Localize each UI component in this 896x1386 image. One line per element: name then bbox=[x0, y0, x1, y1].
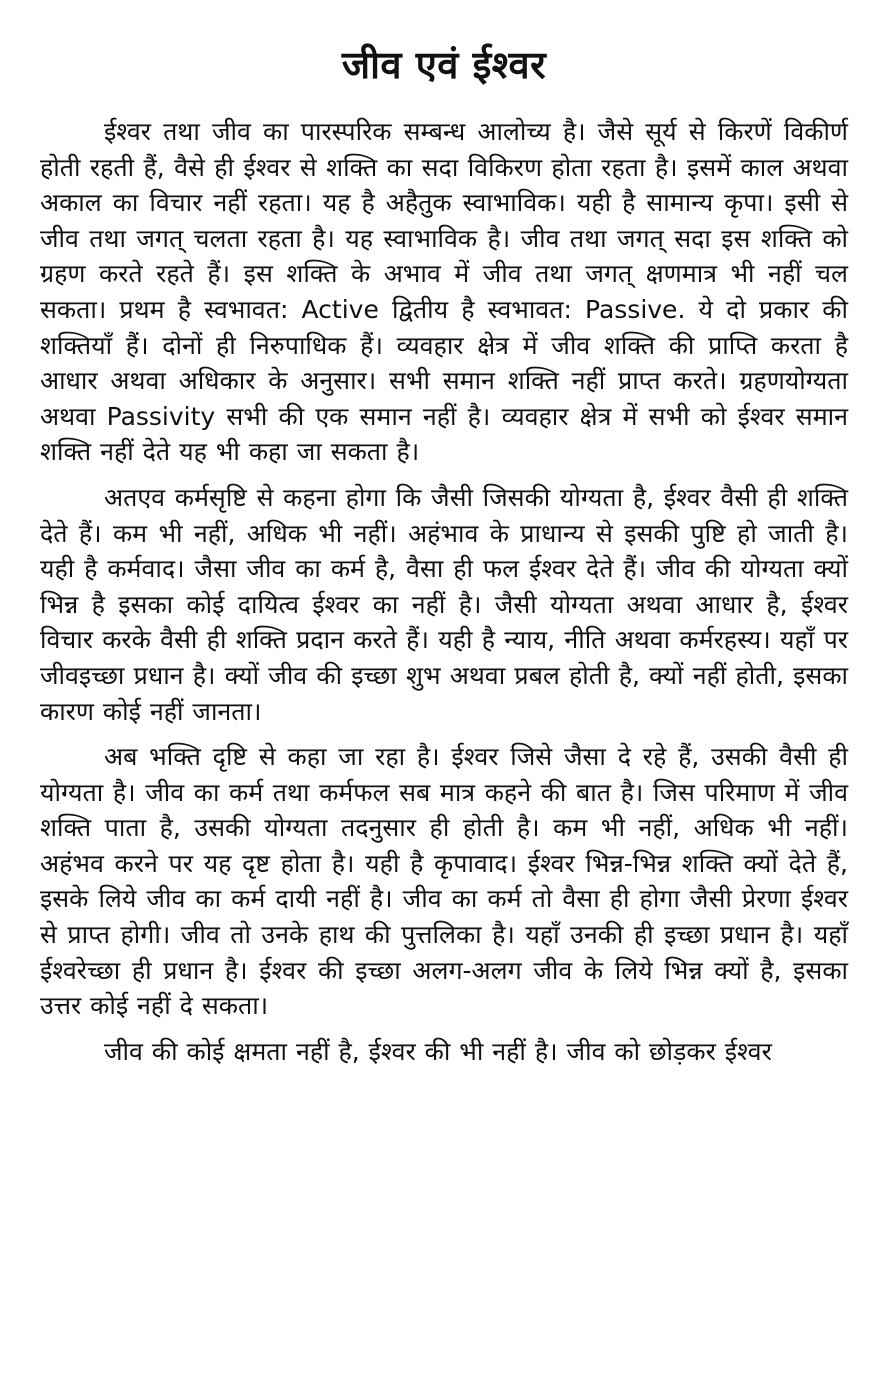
paragraph-4: जीव की कोई क्षमता नहीं है, ईश्वर की भी नहीं है। जीव को छोड़कर ईश्वर bbox=[104, 1036, 772, 1066]
paragraph-3: अब भक्ति दृष्टि से कहा जा रहा है। ईश्वर जिसे जैसा दे रहे हैं, उसकी वैसी ही योग्यता है। जीव का कर्म तथा कर्मफल सब मात्र कहने की बात है। जिस परिमाण में जीव शक्ति पाता है, उसकी योग्यता तदनुसार ही होती है। कम भी नहीं, अधिक भी नहीं। अहंभव करने पर यह दृष्ट होता है। यही है कृपावाद। ईश्वर भिन्न-भिन्न शक्ति क्यों देते हैं, इसके लिये जीव का कर्म दायी नहीं है। जीव का कर्म तो वैसा ही होगा जैसी प्रेरणा ईश्वर से प्राप्त होगी। जीव तो उनके हाथ की पुत्तलिका है। यहाँ उनकी ही इच्छा प्रधान है। यहाँ ईश्वरेच्छा ही प्रधान है। ईश्वर की इच्छा अलग-अलग जीव के लिये भिन्न क्यों है, इसका उत्तर कोई नहीं दे सकता। bbox=[40, 742, 848, 1021]
paragraph-1: ईश्वर तथा जीव का पारस्परिक सम्बन्ध आलोच्य है। जैसे सूर्य से किरणें विकीर्ण होती रहती हैं, वैसे ही ईश्वर से शक्ति का सदा विकिरण होता रहता है। इसमें काल अथवा अकाल का विचार नहीं रहता। यह है अहैतुक स्वाभाविक। यही है सामान्य कृपा। इसी से जीव तथा जगत् चलता रहता है। यह स्वाभाविक है। जीव तथा जगत् सदा इस शक्ति को ग्रहण करते रहते हैं। इस शक्ति के अभाव में जीव तथा जगत् क्षणमात्र भी नहीं चल सकता। प्रथम है स्वभावत: Active द्वितीय है स्वभावत: Passive. ये दो प्रकार की शक्तियाँ हैं। दोनों ही निरुपाधिक हैं। व्यवहार क्षेत्र में जीव शक्ति की प्राप्ति करता है आधार अथवा अधिकार के अनुसार। सभी समान शक्ति नहीं प्राप्त करते। ग्रहणयोग्यता अथवा Passivity सभी की एक समान नहीं है। व्यवहार क्षेत्र में सभी को ईश्वर समान शक्ति नहीं देते यह भी कहा जा सकता है। bbox=[40, 117, 848, 467]
paragraph-2: अतएव कर्मसृष्टि से कहना होगा कि जैसी जिसकी योग्यता है, ईश्वर वैसी ही शक्ति देते हैं। कम भी नहीं, अधिक भी नहीं। अहंभाव के प्राधान्य से इसकी पुष्टि हो जाती है। यही है कर्मवाद। जैसा जीव का कर्म है, वैसा ही फल ईश्वर देते हैं। जीव की योग्यता क्यों भिन्न है इसका कोई दायित्व ईश्वर का नहीं है। जैसी योग्यता अथवा आधार है, ईश्वर विचार करके वैसी ही शक्ति प्रदान करते हैं। यही है न्याय, नीति अथवा कर्मरहस्य। यहाँ पर जीवइच्छा प्रधान है। क्यों जीव की इच्छा शुभ अथवा प्रबल होती है, क्यों नहीं होती, इसका कारण कोई नहीं जानता। bbox=[40, 482, 848, 726]
page-title: जीव एवं ईश्वर bbox=[341, 43, 547, 87]
